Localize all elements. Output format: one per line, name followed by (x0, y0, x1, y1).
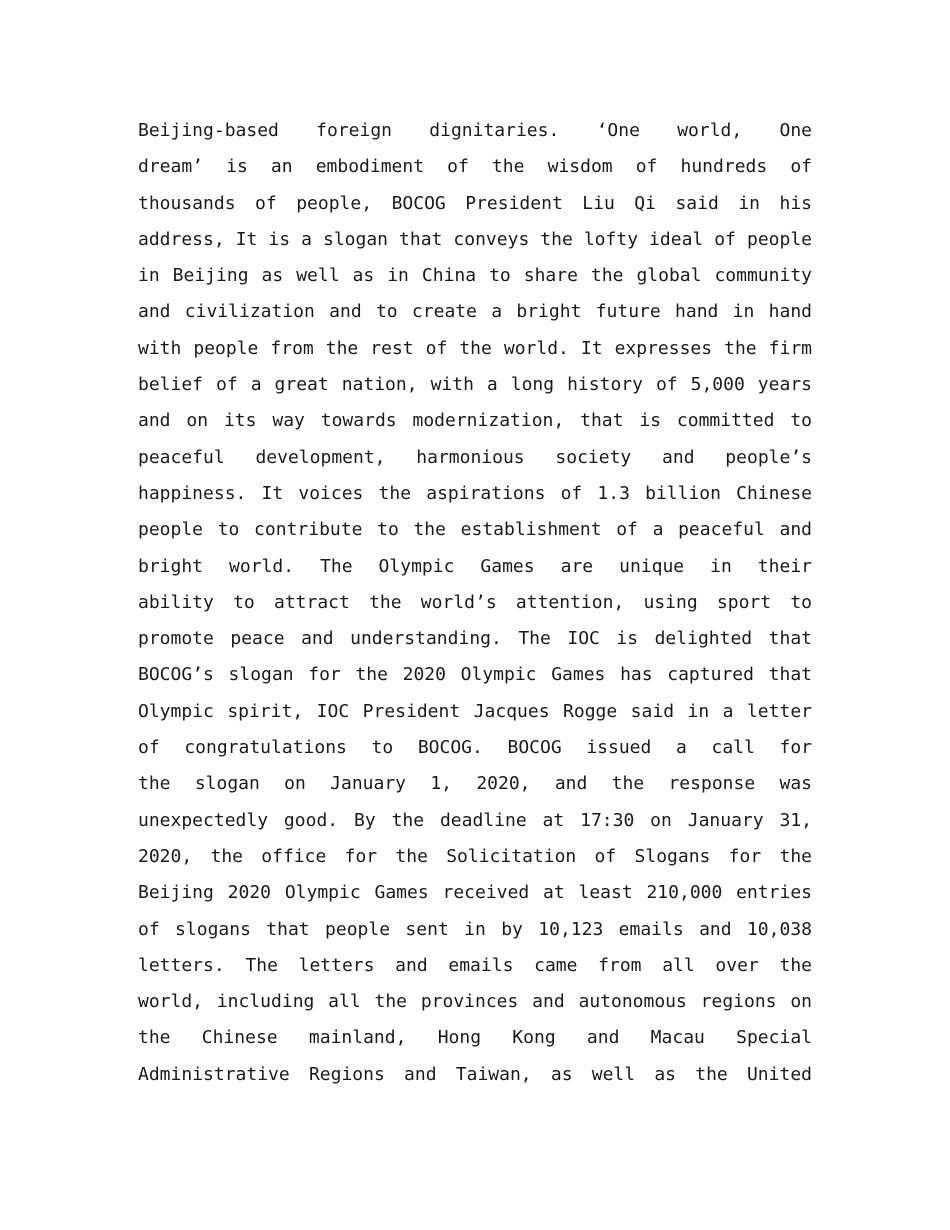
text-line: ability to attract the world’s attention, using sport to (138, 591, 812, 613)
text-line: BOCOG’s slogan for the 2020 Olympic Games has captured that (138, 664, 812, 686)
text-line: belief of a great nation, with a long history of 5,000 years (138, 374, 812, 396)
text-line: dream’ is an embodiment of the wisdom of hundreds of (138, 156, 812, 178)
text-line: thousands of people, BOCOG President Liu Qi said in his (138, 192, 812, 214)
text-line: bright world. The Olympic Games are unique in their (138, 555, 812, 577)
body-text (138, 113, 812, 1093)
text-line: people to contribute to the establishment of a peaceful and (138, 519, 812, 541)
text-line: Beijing 2020 Olympic Games received at least 210,000 entries (138, 882, 812, 904)
text-line: and civilization and to create a bright future hand in hand (138, 301, 812, 323)
text-line: promote peace and understanding. The IOC is delighted that (138, 628, 812, 650)
text-line: unexpectedly good. By the deadline at 17:30 on January 31, (138, 809, 812, 831)
text-line: Olympic spirit, IOC President Jacques Rogge said in a letter (138, 700, 812, 722)
text-line: address, It is a slogan that conveys the lofty ideal of people (138, 228, 812, 250)
text-line: world, including all the provinces and autonomous regions on (138, 991, 812, 1013)
text-line: of slogans that people sent in by 10,123 emails and 10,038 (138, 918, 812, 940)
text-line: letters. The letters and emails came from all over the (138, 954, 812, 976)
text-line: happiness. It voices the aspirations of 1.3 billion Chinese (138, 482, 812, 504)
text-line: in Beijing as well as in China to share the global community (138, 265, 812, 287)
text-line: the slogan on January 1, 2020, and the response was (138, 773, 812, 795)
text-line: and on its way towards modernization, that is committed to (138, 410, 812, 432)
text-line: the Chinese mainland, Hong Kong and Macau Special (138, 1027, 812, 1049)
text-line: 2020, the office for the Solicitation of Slogans for the (138, 845, 812, 867)
text-line: Beijing-based foreign dignitaries. ‘One world, One (138, 120, 812, 141)
text-line: peaceful development, harmonious society and people’s (138, 446, 812, 468)
text-line: with people from the rest of the world. It expresses the firm (138, 337, 812, 359)
text-line: Administrative Regions and Taiwan, as well as the United (138, 1063, 812, 1085)
text-line: of congratulations to BOCOG. BOCOG issued a call for (138, 737, 812, 759)
